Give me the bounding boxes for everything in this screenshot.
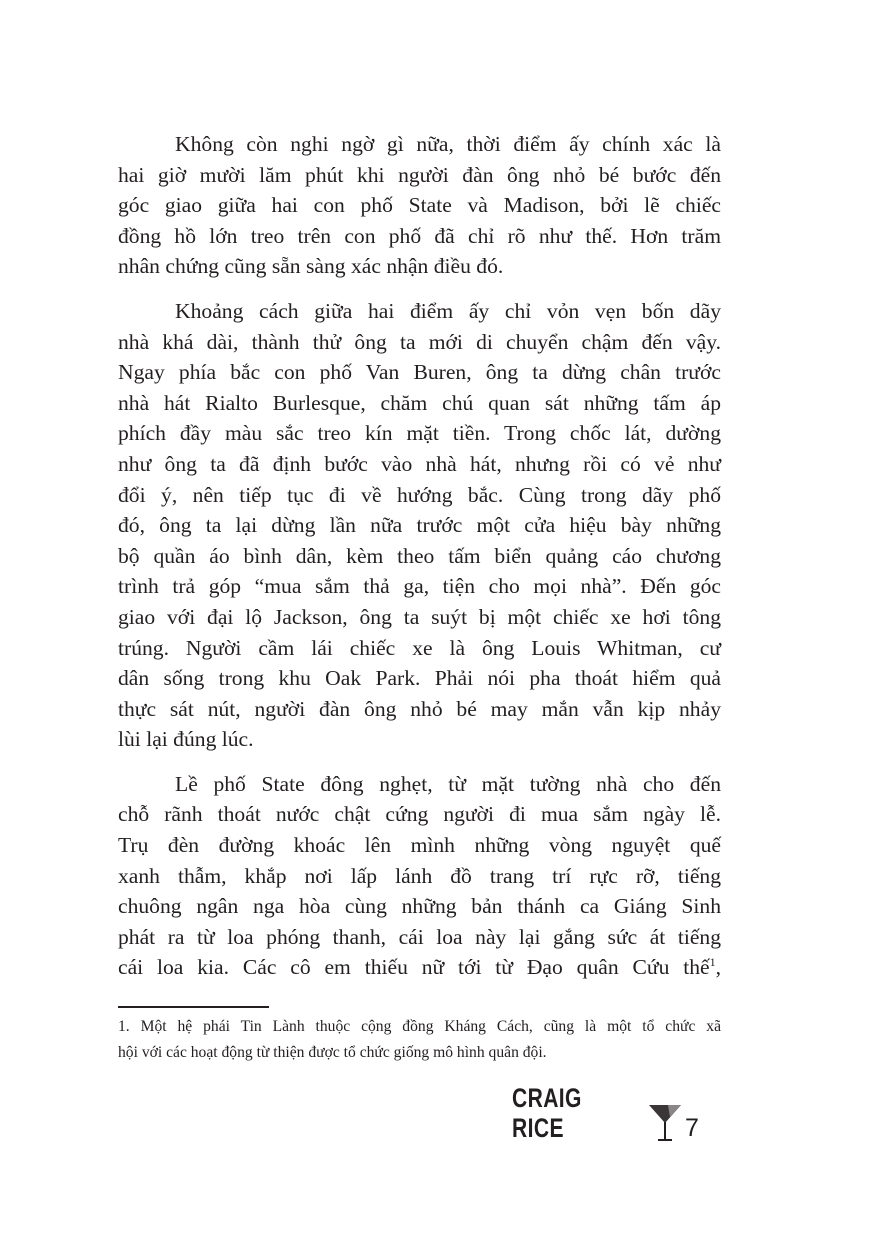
footnote-divider: [118, 1006, 269, 1008]
text-line: [118, 190, 721, 221]
text-line: [118, 418, 721, 449]
text-line: [118, 830, 721, 861]
page-number: 7: [685, 1114, 699, 1142]
line-text: nhân chứng cũng sẵn sàng xác nhận điều đó.: [118, 254, 504, 279]
line-text: dân sống trong khu Oak Park. Phải nói pha thoát hiểm quả: [118, 666, 721, 691]
text-line: [118, 799, 721, 830]
line-text: đổi ý, nên tiếp tục đi về hướng bắc. Cùng trong dãy phố: [118, 482, 721, 507]
paragraph: [118, 769, 721, 983]
text-line: [118, 160, 721, 191]
punctuation: ,: [715, 955, 721, 980]
line-text: thực sát nút, người đàn ông nhỏ bé may mắn vẫn kịp nhảy: [118, 696, 721, 721]
text-line: [118, 296, 721, 327]
text-line: [118, 602, 721, 633]
text-line: [118, 357, 721, 388]
text-line: [118, 510, 721, 541]
text-line: [118, 633, 721, 664]
text-line: [118, 221, 721, 252]
line-text: trình trả góp “mua sắm thả ga, tiện cho mọi nhà”. Đến góc: [118, 574, 721, 599]
line-text: phát ra từ loa phóng thanh, cái loa này lại gắng sức át tiếng: [118, 924, 721, 949]
text-line: [118, 724, 721, 755]
text-line: [118, 922, 721, 953]
body-text: [118, 129, 721, 997]
line-text: giao với đại lộ Jackson, ông ta suýt bị một chiếc xe hơi tông: [118, 604, 721, 629]
line-text: Lề phố State đông nghẹt, từ mặt tường nhà cho đến: [175, 771, 721, 796]
text-line: [118, 571, 721, 602]
line-text: xanh thẫm, khắp nơi lấp lánh đồ trang trí rực rỡ, tiếng: [118, 863, 721, 888]
line-text: góc giao giữa hai con phố State và Madison, bởi lẽ chiếc: [118, 193, 721, 218]
line-text: nhà hát Rialto Burlesque, chăm chú quan sát những tấm áp: [118, 390, 721, 415]
line-text: bộ quần áo bình dân, kèm theo tấm biển quảng cáo chương: [118, 543, 721, 568]
line-text: phích đầy màu sắc treo kín mặt tiền. Trong chốc lát, dường: [118, 421, 721, 446]
line-text: chuông ngân nga hòa cùng những bản thánh ca Giáng Sinh: [118, 894, 721, 919]
line-text: Khoảng cách giữa hai điểm ấy chỉ vỏn vẹn bốn dãy: [175, 298, 721, 323]
text-line: [118, 694, 721, 725]
text-line: [118, 327, 721, 358]
text-line: [118, 541, 721, 572]
text-line: [118, 769, 721, 800]
line-text: hai giờ mười lăm phút khi người đàn ông nhỏ bé bước đến: [118, 162, 721, 187]
paragraph: [118, 296, 721, 755]
footnote-reference[interactable]: 1: [709, 955, 716, 970]
line-text: đó, ông ta lại dừng lần nữa trước một cửa hiệu bày những: [118, 513, 721, 538]
running-author: CRAIG RICE: [512, 1083, 582, 1143]
text-line: [118, 129, 721, 160]
footnote: [118, 1014, 721, 1065]
line-text: cái loa kia. Các cô em thiếu nữ tới từ Đạo quân Cứu thế: [118, 955, 710, 980]
line-text: đồng hồ lớn treo trên con phố đã chỉ rõ như thế. Hơn trăm: [118, 223, 721, 248]
line-text: nhà khá dài, thành thử ông ta mới di chuyển chậm đến vậy.: [118, 329, 721, 354]
text-line: [118, 388, 721, 419]
line-text: trúng. Người cầm lái chiếc xe là ông Louis Whitman, cư: [118, 635, 721, 660]
line-text: chỗ rãnh thoát nước chật cứng người đi mua sắm ngày lễ.: [118, 802, 721, 827]
line-text: Ngay phía bắc con phố Van Buren, ông ta dừng chân trước: [118, 360, 721, 385]
text-line: [118, 480, 721, 511]
line-text: Trụ đèn đường khoác lên mình những vòng nguyệt quế: [118, 833, 721, 858]
text-line: [118, 891, 721, 922]
line-text: như ông ta đã định bước vào nhà hát, nhưng rồi có vẻ như: [118, 451, 721, 476]
text-line: [118, 663, 721, 694]
martini-glass-icon: [648, 1103, 682, 1143]
line-text: lùi lại đúng lúc.: [118, 727, 254, 752]
paragraph: [118, 129, 721, 282]
text-line: [118, 251, 721, 282]
footnote-line: 1. Một hệ phái Tin Lành thuộc cộng đồng Kháng Cách, cũng là một tổ chức xã: [118, 1018, 721, 1035]
line-text: Không còn nghi ngờ gì nữa, thời điểm ấy chính xác là: [175, 132, 721, 156]
page-footer: [512, 1083, 699, 1143]
text-line: [118, 952, 721, 983]
text-line: [118, 861, 721, 892]
footnote-line: hội với các hoạt động từ thiện được tổ chức giống mô hình quân đội.: [118, 1043, 547, 1061]
text-line: [118, 449, 721, 480]
